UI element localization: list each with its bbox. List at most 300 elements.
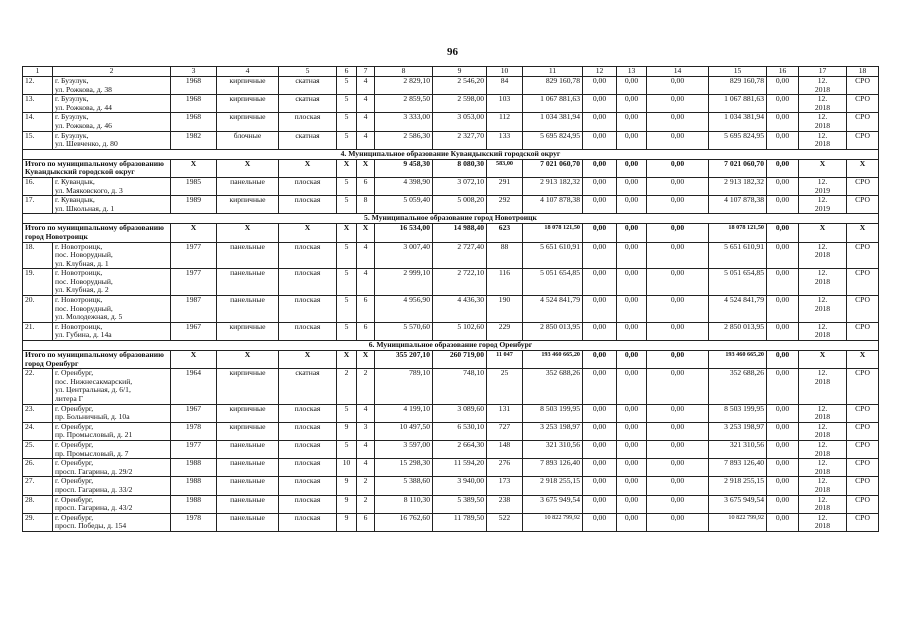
table-cell: 0,00 <box>583 322 617 340</box>
table-cell: 12. 2018 <box>799 296 847 323</box>
section-heading-row <box>23 149 879 159</box>
table-cell: 6 530,10 <box>433 422 487 440</box>
table-cell: 1 067 881,63 <box>523 95 583 113</box>
table-cell: 0,00 <box>647 131 709 149</box>
table-cell: 5 008,20 <box>433 196 487 214</box>
table-row <box>23 513 879 531</box>
table-cell: плоская <box>279 296 337 323</box>
table-cell: 6 <box>357 177 375 195</box>
table-cell: плоская <box>279 322 337 340</box>
total-cell: 583,00 <box>487 159 523 177</box>
table-cell: 522 <box>487 513 523 531</box>
total-cell: 0,00 <box>617 351 647 369</box>
table-cell: 1989 <box>171 196 217 214</box>
table-cell: СРО <box>847 113 879 131</box>
table-cell: 789,10 <box>375 369 433 404</box>
table-cell: 3 053,00 <box>433 113 487 131</box>
table-cell: г. Оренбург, пос. Нижнесакмарский, ул. Центральная, д. 6/1, литера Г <box>53 369 171 404</box>
table-cell: 12. 2018 <box>799 459 847 477</box>
housing-repair-table <box>22 66 879 532</box>
table-cell: г. Новотроицк, пос. Новорудный, ул. Клубная, д. 1 <box>53 242 171 269</box>
table-cell: 352 688,26 <box>709 369 767 404</box>
table-cell: 0,00 <box>583 495 617 513</box>
table-cell: г. Новотроицк, ул. Губина, д. 14а <box>53 322 171 340</box>
table-cell: 4 <box>357 459 375 477</box>
table-cell: 5 695 824,95 <box>523 131 583 149</box>
table-cell: г. Оренбург, пр. Промысловый, д. 21 <box>53 422 171 440</box>
table-cell: СРО <box>847 131 879 149</box>
table-cell: 20. <box>23 296 53 323</box>
table-cell: 0,00 <box>617 404 647 422</box>
total-cell: X <box>847 351 879 369</box>
table-cell: 173 <box>487 477 523 495</box>
table-cell: 5 102,60 <box>433 322 487 340</box>
table-cell: 4 107 878,38 <box>709 196 767 214</box>
table-cell: 5 051 654,85 <box>523 269 583 296</box>
total-cell: X <box>337 159 357 177</box>
table-cell: скатная <box>279 131 337 149</box>
table-cell: 2 859,50 <box>375 95 433 113</box>
table-cell: плоская <box>279 477 337 495</box>
total-cell: 7 021 060,70 <box>523 159 583 177</box>
table-cell: кирпичные <box>217 113 279 131</box>
table-cell: 0,00 <box>583 369 617 404</box>
table-cell: 829 160,78 <box>709 77 767 95</box>
total-cell: X <box>357 351 375 369</box>
table-cell: 10 <box>337 459 357 477</box>
table-cell: 1967 <box>171 322 217 340</box>
total-cell: X <box>171 351 217 369</box>
column-number: 7 <box>357 67 375 77</box>
column-number: 15 <box>709 67 767 77</box>
table-cell: 0,00 <box>767 131 799 149</box>
table-cell: 0,00 <box>617 495 647 513</box>
table-cell: 1967 <box>171 404 217 422</box>
table-cell: 24. <box>23 422 53 440</box>
table-cell: 6 <box>357 296 375 323</box>
table-cell: 131 <box>487 404 523 422</box>
total-cell: 18 078 121,50 <box>709 224 767 242</box>
table-cell: 23. <box>23 404 53 422</box>
table-cell: 11 594,20 <box>433 459 487 477</box>
table-cell: 13. <box>23 95 53 113</box>
table-cell: 5 <box>337 77 357 95</box>
table-cell: 3 940,00 <box>433 477 487 495</box>
table-cell: 0,00 <box>617 95 647 113</box>
table-cell: 0,00 <box>647 113 709 131</box>
table-cell: г. Бузулук, ул. Рожкова, д. 46 <box>53 113 171 131</box>
table-cell: 2 913 182,32 <box>709 177 767 195</box>
section-heading: 4. Муниципальное образование Кувандыкский городской округ <box>23 149 879 159</box>
total-cell: 193 460 665,20 <box>523 351 583 369</box>
table-cell: 3 <box>357 422 375 440</box>
table-cell: 0,00 <box>617 322 647 340</box>
total-cell: 0,00 <box>617 224 647 242</box>
table-cell: 0,00 <box>583 77 617 95</box>
table-cell: 1968 <box>171 95 217 113</box>
total-cell: 9 458,30 <box>375 159 433 177</box>
table-cell: скатная <box>279 95 337 113</box>
total-cell: X <box>279 351 337 369</box>
table-cell: 16 762,60 <box>375 513 433 531</box>
table-cell: 25 <box>487 369 523 404</box>
table-cell: 0,00 <box>647 77 709 95</box>
table-cell: 229 <box>487 322 523 340</box>
table-cell: г. Новотроицк, пос. Новорудный, ул. Молодежная, д. 5 <box>53 296 171 323</box>
table-cell: 5 695 824,95 <box>709 131 767 149</box>
table-cell: 9 <box>337 513 357 531</box>
table-cell: 0,00 <box>647 296 709 323</box>
table-cell: г. Кувандык, ул. Школьная, д. 1 <box>53 196 171 214</box>
column-number: 10 <box>487 67 523 77</box>
table-cell: 12. 2018 <box>799 495 847 513</box>
table-cell: СРО <box>847 296 879 323</box>
total-cell: X <box>847 159 879 177</box>
table-cell: 9 <box>337 495 357 513</box>
table-cell: 5 <box>337 113 357 131</box>
total-label: Итого по муниципальному образованию Кувандыкский городской округ <box>23 159 171 177</box>
total-cell: 14 988,40 <box>433 224 487 242</box>
column-number: 6 <box>337 67 357 77</box>
table-cell: 5 <box>337 440 357 458</box>
table-cell: 1964 <box>171 369 217 404</box>
table-cell: 103 <box>487 95 523 113</box>
table-cell: 12. 2018 <box>799 477 847 495</box>
table-cell: 0,00 <box>583 459 617 477</box>
table-cell: 321 310,56 <box>523 440 583 458</box>
table-cell: 1977 <box>171 440 217 458</box>
table-cell: 0,00 <box>617 440 647 458</box>
table-cell: 1988 <box>171 477 217 495</box>
total-cell: X <box>217 159 279 177</box>
table-cell: 321 310,56 <box>709 440 767 458</box>
table-cell: 0,00 <box>767 113 799 131</box>
table-cell: 0,00 <box>647 422 709 440</box>
table-row <box>23 95 879 113</box>
total-cell: 11 047 <box>487 351 523 369</box>
table-cell: 0,00 <box>617 422 647 440</box>
table-cell: 18. <box>23 242 53 269</box>
table-cell: панельные <box>217 269 279 296</box>
table-cell: 4 <box>357 242 375 269</box>
section-heading-row <box>23 214 879 224</box>
table-cell: панельные <box>217 177 279 195</box>
table-cell: 4 <box>357 113 375 131</box>
table-cell: 2 664,30 <box>433 440 487 458</box>
table-cell: 22. <box>23 369 53 404</box>
total-cell: X <box>799 351 847 369</box>
table-cell: 2 722,10 <box>433 269 487 296</box>
table-cell: 0,00 <box>617 369 647 404</box>
table-cell: 3 007,40 <box>375 242 433 269</box>
table-cell: 12. 2018 <box>799 131 847 149</box>
table-cell: 15. <box>23 131 53 149</box>
table-cell: 0,00 <box>767 177 799 195</box>
table-cell: 0,00 <box>617 196 647 214</box>
total-cell: 0,00 <box>583 159 617 177</box>
table-cell: кирпичные <box>217 422 279 440</box>
table-cell: 9 <box>337 477 357 495</box>
table-row <box>23 177 879 195</box>
table-cell: 0,00 <box>617 113 647 131</box>
table-cell: блочные <box>217 131 279 149</box>
table-cell: 5 <box>337 95 357 113</box>
table-cell: СРО <box>847 459 879 477</box>
table-cell: 276 <box>487 459 523 477</box>
table-cell: 1977 <box>171 269 217 296</box>
table-cell: 112 <box>487 113 523 131</box>
table-row <box>23 131 879 149</box>
total-cell: 260 719,00 <box>433 351 487 369</box>
table-row <box>23 495 879 513</box>
table-cell: 0,00 <box>617 477 647 495</box>
table-cell: 12. 2019 <box>799 177 847 195</box>
table-cell: 0,00 <box>583 242 617 269</box>
table-cell: 1987 <box>171 296 217 323</box>
table-cell: 2 999,10 <box>375 269 433 296</box>
total-cell: 0,00 <box>617 159 647 177</box>
table-cell: 0,00 <box>583 177 617 195</box>
table-cell: 0,00 <box>767 369 799 404</box>
total-cell: X <box>337 224 357 242</box>
table-cell: СРО <box>847 422 879 440</box>
column-number: 11 <box>523 67 583 77</box>
table-cell: г. Оренбург, просп. Гагарина, д. 29/2 <box>53 459 171 477</box>
total-cell: 8 080,30 <box>433 159 487 177</box>
table-cell: 5 059,40 <box>375 196 433 214</box>
column-number: 13 <box>617 67 647 77</box>
table-cell: 0,00 <box>583 113 617 131</box>
table-cell: 0,00 <box>617 513 647 531</box>
table-cell: кирпичные <box>217 322 279 340</box>
table-cell: 0,00 <box>767 296 799 323</box>
table-cell: 0,00 <box>583 477 617 495</box>
table-cell: 0,00 <box>647 269 709 296</box>
table-cell: СРО <box>847 242 879 269</box>
table-cell: плоская <box>279 459 337 477</box>
table-cell: СРО <box>847 495 879 513</box>
table-cell: 12. 2018 <box>799 404 847 422</box>
table-row <box>23 77 879 95</box>
table-cell: 0,00 <box>647 495 709 513</box>
table-cell: кирпичные <box>217 77 279 95</box>
table-cell: 9 <box>337 422 357 440</box>
table-cell: 133 <box>487 131 523 149</box>
table-cell: панельные <box>217 242 279 269</box>
column-number: 12 <box>583 67 617 77</box>
total-cell: X <box>171 224 217 242</box>
table-cell: 2 327,70 <box>433 131 487 149</box>
table-cell: 2 598,00 <box>433 95 487 113</box>
table-cell: 0,00 <box>767 404 799 422</box>
column-number: 8 <box>375 67 433 77</box>
table-cell: СРО <box>847 404 879 422</box>
table-cell: 4 <box>357 404 375 422</box>
table-cell: 4 199,10 <box>375 404 433 422</box>
total-cell: 0,00 <box>647 159 709 177</box>
table-cell: г. Новотроицк, пос. Новорудный, ул. Клубная, д. 2 <box>53 269 171 296</box>
table-cell: 12. 2019 <box>799 196 847 214</box>
table-cell: СРО <box>847 177 879 195</box>
table-cell: 0,00 <box>647 477 709 495</box>
table-cell: 0,00 <box>767 196 799 214</box>
table-cell: 6 <box>357 322 375 340</box>
table-cell: 0,00 <box>647 513 709 531</box>
column-number: 18 <box>847 67 879 77</box>
table-cell: 17. <box>23 196 53 214</box>
column-number: 2 <box>53 67 171 77</box>
table-cell: 2 829,10 <box>375 77 433 95</box>
table-cell: 1977 <box>171 242 217 269</box>
table-row <box>23 369 879 404</box>
table-cell: 0,00 <box>583 196 617 214</box>
table-cell: скатная <box>279 369 337 404</box>
table-cell: 84 <box>487 77 523 95</box>
table-cell: 0,00 <box>647 177 709 195</box>
table-cell: 4 <box>357 77 375 95</box>
table-cell: 27. <box>23 477 53 495</box>
table-cell: 291 <box>487 177 523 195</box>
table-cell: 4 956,90 <box>375 296 433 323</box>
table-cell: 352 688,26 <box>523 369 583 404</box>
table-cell: 12. 2018 <box>799 113 847 131</box>
table-cell: 4 398,90 <box>375 177 433 195</box>
total-cell: 0,00 <box>583 224 617 242</box>
table-cell: г. Кувандык, ул. Маяковского, д. 3 <box>53 177 171 195</box>
table-cell: плоская <box>279 513 337 531</box>
table-cell: 3 333,00 <box>375 113 433 131</box>
table-cell: 0,00 <box>647 404 709 422</box>
table-cell: СРО <box>847 95 879 113</box>
table-cell: 5 <box>337 131 357 149</box>
table-row <box>23 459 879 477</box>
table-cell: 0,00 <box>583 513 617 531</box>
section-heading-row <box>23 341 879 351</box>
table-row <box>23 422 879 440</box>
table-cell: плоская <box>279 196 337 214</box>
table-cell: кирпичные <box>217 404 279 422</box>
table-cell: 0,00 <box>767 477 799 495</box>
table-cell: 0,00 <box>583 296 617 323</box>
table-cell: 14. <box>23 113 53 131</box>
table-cell: 1988 <box>171 459 217 477</box>
table-cell: 1988 <box>171 495 217 513</box>
table-cell: плоская <box>279 495 337 513</box>
page-number: 96 <box>447 46 458 58</box>
table-cell: 2 586,30 <box>375 131 433 149</box>
table-cell: плоская <box>279 269 337 296</box>
table-cell: 2 <box>357 477 375 495</box>
table-cell: 16. <box>23 177 53 195</box>
table-cell: 5 051 654,85 <box>709 269 767 296</box>
table-row <box>23 440 879 458</box>
column-number: 14 <box>647 67 709 77</box>
table-cell: СРО <box>847 196 879 214</box>
table-cell: 12. <box>23 77 53 95</box>
table-cell: 0,00 <box>767 459 799 477</box>
total-cell: 0,00 <box>583 351 617 369</box>
table-cell: панельные <box>217 459 279 477</box>
table-cell: 748,10 <box>433 369 487 404</box>
municipality-total-row <box>23 159 879 177</box>
table-cell: 0,00 <box>617 269 647 296</box>
table-cell: 4 524 841,79 <box>523 296 583 323</box>
table-cell: 4 <box>357 131 375 149</box>
table-cell: 12. 2018 <box>799 369 847 404</box>
municipality-total-row <box>23 351 879 369</box>
table-cell: СРО <box>847 322 879 340</box>
table-cell: 5 <box>337 177 357 195</box>
table-cell: плоская <box>279 177 337 195</box>
table-cell: 4 436,30 <box>433 296 487 323</box>
table-cell: г. Оренбург, просп. Гагарина, д. 43/2 <box>53 495 171 513</box>
table-cell: 4 107 878,38 <box>523 196 583 214</box>
table-cell: 5 <box>337 196 357 214</box>
table-cell: панельные <box>217 440 279 458</box>
total-cell: X <box>357 224 375 242</box>
table-cell: СРО <box>847 369 879 404</box>
table-cell: г. Оренбург, просп. Победы, д. 154 <box>53 513 171 531</box>
table-cell: 2 546,20 <box>433 77 487 95</box>
total-cell: 355 207,10 <box>375 351 433 369</box>
column-number: 16 <box>767 67 799 77</box>
table-row <box>23 296 879 323</box>
table-cell: 0,00 <box>617 131 647 149</box>
table-cell: 0,00 <box>767 495 799 513</box>
total-cell: 193 460 665,20 <box>709 351 767 369</box>
table-cell: г. Оренбург, пр. Больничный, д. 10а <box>53 404 171 422</box>
table-cell: 238 <box>487 495 523 513</box>
table-cell: 12. 2018 <box>799 242 847 269</box>
table-cell: 12. 2018 <box>799 269 847 296</box>
table-cell: 10 497,50 <box>375 422 433 440</box>
table-cell: 10 822 799,92 <box>709 513 767 531</box>
total-label: Итого по муниципальному образованию город Оренбург <box>23 351 171 369</box>
table-cell: 8 <box>357 196 375 214</box>
table-cell: 4 <box>357 95 375 113</box>
column-number: 17 <box>799 67 847 77</box>
table-cell: 0,00 <box>767 440 799 458</box>
table-cell: 1968 <box>171 77 217 95</box>
table-cell: 3 675 949,54 <box>523 495 583 513</box>
table-cell: г. Оренбург, просп. Гагарина, д. 33/2 <box>53 477 171 495</box>
total-cell: 0,00 <box>647 224 709 242</box>
table-cell: 11 789,50 <box>433 513 487 531</box>
table-cell: 12. 2018 <box>799 440 847 458</box>
total-cell: 0,00 <box>767 224 799 242</box>
total-cell: X <box>847 224 879 242</box>
table-cell: 2 <box>357 369 375 404</box>
table-cell: 7 893 126,40 <box>523 459 583 477</box>
table-cell: 0,00 <box>583 404 617 422</box>
table-cell: 1 034 381,94 <box>709 113 767 131</box>
table-cell: 12. 2018 <box>799 422 847 440</box>
table-cell: 21. <box>23 322 53 340</box>
table-cell: 1982 <box>171 131 217 149</box>
column-number: 9 <box>433 67 487 77</box>
table-row <box>23 242 879 269</box>
table-cell: 10 822 799,92 <box>523 513 583 531</box>
table-cell: 4 <box>357 440 375 458</box>
total-cell: 0,00 <box>767 351 799 369</box>
table-cell: 12. 2018 <box>799 322 847 340</box>
table-cell: 8 503 199,95 <box>523 404 583 422</box>
total-cell: 7 021 060,70 <box>709 159 767 177</box>
table-cell: 5 651 610,91 <box>523 242 583 269</box>
table-cell: 26. <box>23 459 53 477</box>
table-cell: плоская <box>279 242 337 269</box>
table-cell: 1985 <box>171 177 217 195</box>
